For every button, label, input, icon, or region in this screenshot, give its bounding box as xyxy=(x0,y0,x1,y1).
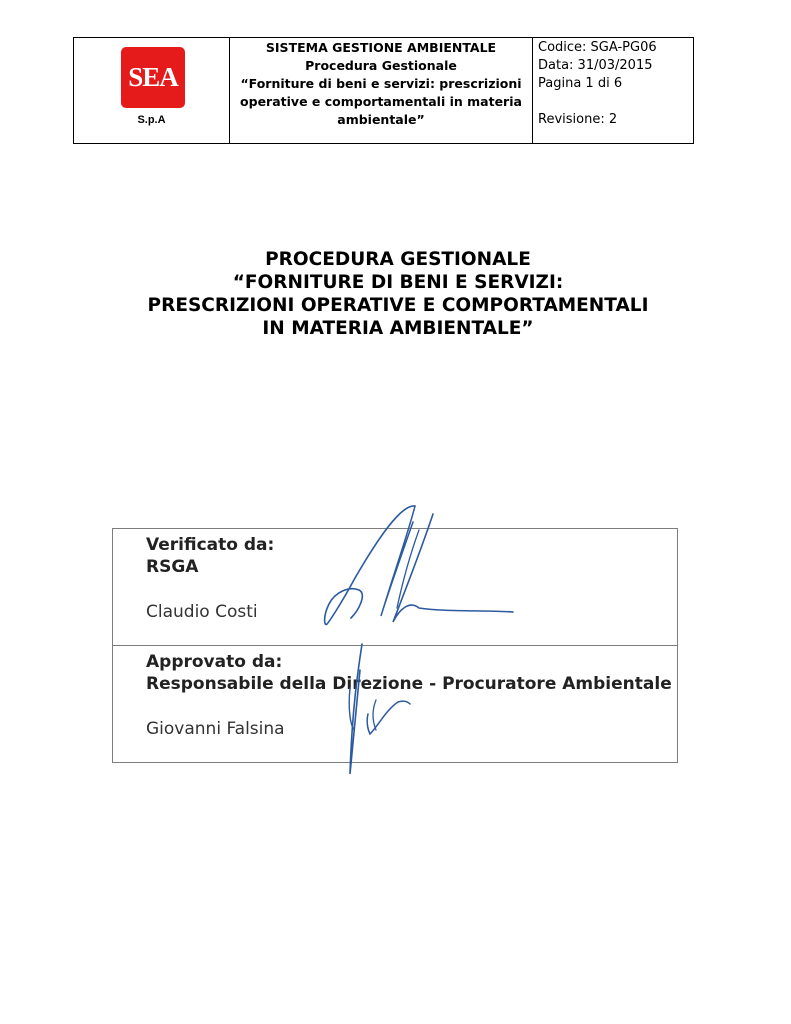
approved-name: Giovanni Falsina xyxy=(146,719,285,739)
system-title: SISTEMA GESTIONE AMBIENTALE xyxy=(265,40,497,55)
logo-subtitle: S.p.A xyxy=(137,114,166,126)
doc-type: Procedura Gestionale xyxy=(305,58,457,73)
approved-label: Approvato da: xyxy=(146,652,283,672)
verified-label: Verificato da: xyxy=(146,535,275,555)
approved-role: Responsabile della Direzione - Procuratore Ambientale xyxy=(146,674,672,694)
verified-name: Claudio Costi xyxy=(146,602,258,622)
main-title-line1: PROCEDURA GESTIONALE xyxy=(265,249,531,270)
doc-subject-line1: “Forniture di beni e servizi: prescrizioni xyxy=(240,76,522,91)
logo-text: SEA xyxy=(128,62,178,92)
main-title-line2: “FORNITURE DI BENI E SERVIZI: xyxy=(232,272,564,293)
logo-cell xyxy=(74,38,230,143)
header-meta-cell xyxy=(533,38,693,143)
doc-page: Pagina 1 di 6 xyxy=(538,76,623,91)
sea-logo xyxy=(121,47,185,108)
doc-revision: Revisione: 2 xyxy=(538,112,618,127)
header-title-cell xyxy=(230,38,533,143)
signature-table xyxy=(112,528,678,763)
main-title xyxy=(100,248,696,340)
main-title-line3: PRESCRIZIONI OPERATIVE E COMPORTAMENTALI xyxy=(147,295,649,316)
verified-role: RSGA xyxy=(146,557,199,577)
doc-code: Codice: SGA-PG06 xyxy=(538,40,657,55)
doc-subject-line3: ambientale” xyxy=(337,112,425,127)
doc-date: Data: 31/03/2015 xyxy=(538,58,653,73)
verified-row xyxy=(113,529,677,645)
approved-row xyxy=(113,645,677,762)
document-header xyxy=(73,37,694,144)
main-title-line4: IN MATERIA AMBIENTALE” xyxy=(262,318,534,339)
doc-subject-line2: operative e comportamentali in materia xyxy=(240,94,522,109)
